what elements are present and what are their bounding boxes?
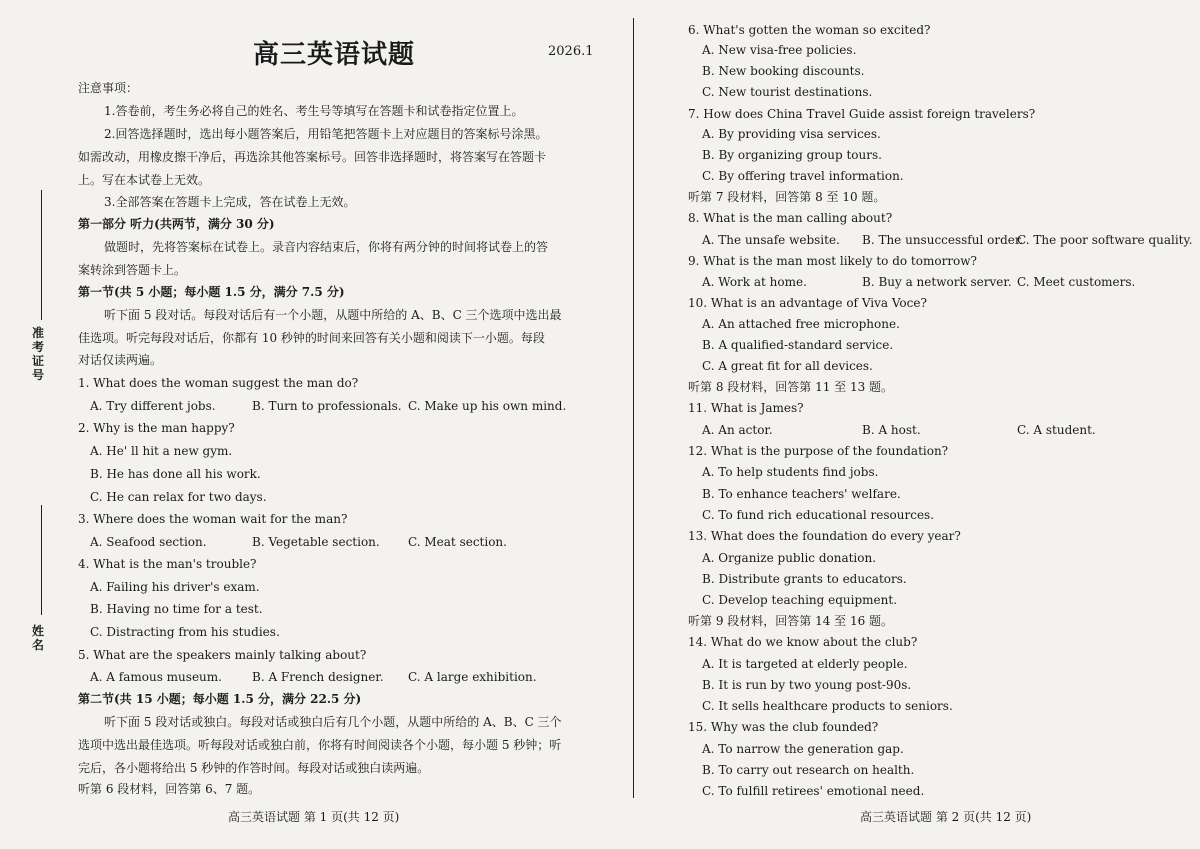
question-option: C. He can relax for two days. <box>90 490 267 504</box>
part1-intro-line: 案转涂到答题卡上。 <box>78 263 187 277</box>
question-option: B. Turn to professionals. <box>252 399 402 413</box>
question-stem: 7. How does China Travel Guide assist foreign travelers? <box>688 107 1036 121</box>
question-option: C. A great fit for all devices. <box>702 359 873 373</box>
question-option: C. New tourist destinations. <box>702 85 873 99</box>
question-option: A. The unsafe website. <box>702 233 840 247</box>
question-stem: 14. What do we know about the club? <box>688 635 918 649</box>
listening-material-label: 听第 8 段材料，回答第 11 至 13 题。 <box>688 380 894 394</box>
question-option: A. He' ll hit a new gym. <box>90 444 233 458</box>
question-stem: 11. What is James? <box>688 401 804 415</box>
section1-heading: 第一节(共 5 小题；每小题 1.5 分，满分 7.5 分) <box>78 285 345 299</box>
question-stem: 3. Where does the woman wait for the man? <box>78 512 348 526</box>
part1-heading: 第一部分 听力(共两节，满分 30 分) <box>78 217 275 231</box>
listening-material-label: 听第 9 段材料，回答第 14 至 16 题。 <box>688 614 894 628</box>
question-stem: 15. Why was the club founded? <box>688 720 879 734</box>
question-stem: 10. What is an advantage of Viva Voce? <box>688 296 927 310</box>
question-stem: 4. What is the man's trouble? <box>78 557 257 571</box>
question-stem: 1. What does the woman suggest the man do? <box>78 376 359 390</box>
question-option: B. To carry out research on health. <box>702 763 915 777</box>
question-option: C. It sells healthcare products to seniors. <box>702 699 953 713</box>
notice-line: 上。写在本试卷上无效。 <box>78 173 211 187</box>
exam-number-label: 准考证号 <box>31 326 44 382</box>
question-option: C. To fund rich educational resources. <box>702 508 935 522</box>
question-stem: 5. What are the speakers mainly talking about? <box>78 648 367 662</box>
section1-intro-line: 听下面 5 段对话。每段对话后有一个小题，从题中所给的 A、B、C 三个选项中选出最 <box>104 308 562 322</box>
question-option: B. Buy a network server. <box>862 275 1012 289</box>
question-option: B. Having no time for a test. <box>90 602 263 616</box>
page-divider <box>633 18 634 798</box>
section2-intro-line: 完后，各小题将给出 5 秒钟的作答时间。每段对话或独白读两遍。 <box>78 761 430 775</box>
section2-intro-line: 听下面 5 段对话或独白。每段对话或独白后有几个小题，从题中所给的 A、B、C 三个 <box>104 715 562 729</box>
listening-material-label: 听第 7 段材料，回答第 8 至 10 题。 <box>688 190 886 204</box>
question-stem: 9. What is the man most likely to do tomorrow? <box>688 254 977 268</box>
question-option: C. Meat section. <box>408 535 507 549</box>
question-option: C. A large exhibition. <box>408 670 537 684</box>
question-stem: 12. What is the purpose of the foundation? <box>688 444 949 458</box>
question-option: A. An actor. <box>702 423 773 437</box>
question-option: C. To fulfill retirees' emotional need. <box>702 784 925 798</box>
question-stem: 2. Why is the man happy? <box>78 421 235 435</box>
section1-intro-line: 佳选项。听完每段对话后，你都有 10 秒钟的时间来回答有关小题和阅读下一小题。每段 <box>78 331 545 345</box>
question-option: B. New booking discounts. <box>702 64 865 78</box>
listening-material-label: 听第 6 段材料，回答第 6、7 题。 <box>78 782 261 796</box>
binding-line-top <box>41 190 42 320</box>
question-option: B. Vegetable section. <box>252 535 380 549</box>
question-option: B. To enhance teachers' welfare. <box>702 487 901 501</box>
question-option: B. It is run by two young post-90s. <box>702 678 912 692</box>
notice-line: 如需改动，用橡皮擦干净后，再选涂其他答案标号。回答非选择题时，将答案写在答题卡 <box>78 150 547 164</box>
page-footer: 高三英语试题 第 2 页(共 12 页) <box>860 810 1032 824</box>
section2-intro-line: 选项中选出最佳选项。听每段对话或独白前，你将有时间阅读各个小题，每小题 5 秒钟；听 <box>78 738 562 752</box>
question-option: A. Work at home. <box>702 275 807 289</box>
question-option: A. To narrow the generation gap. <box>702 742 904 756</box>
question-option: C. By offering travel information. <box>702 169 904 183</box>
question-option: B. By organizing group tours. <box>702 148 882 162</box>
page-footer: 高三英语试题 第 1 页(共 12 页) <box>228 810 400 824</box>
question-option: A. It is targeted at elderly people. <box>702 657 908 671</box>
question-option: C. Distracting from his studies. <box>90 625 280 639</box>
question-stem: 6. What's gotten the woman so excited? <box>688 23 931 37</box>
notice-line: 3.全部答案在答题卡上完成，答在试卷上无效。 <box>104 195 356 209</box>
question-option: B. A qualified-standard service. <box>702 338 894 352</box>
name-label: 姓名 <box>31 624 44 652</box>
question-option: B. The unsuccessful order. <box>862 233 1024 247</box>
question-option: C. Meet customers. <box>1017 275 1136 289</box>
notice-line: 2.回答选择题时，选出每小题答案后，用铅笔把答题卡上对应题目的答案标号涂黑。 <box>104 127 548 141</box>
question-option: A. A famous museum. <box>90 670 222 684</box>
question-option: A. Organize public donation. <box>702 551 877 565</box>
question-option: A. Failing his driver's exam. <box>90 580 260 594</box>
notice-line: 1.答卷前，考生务必将自己的姓名、考生号等填写在答题卡和试卷指定位置上。 <box>104 104 524 118</box>
question-option: A. An attached free microphone. <box>702 317 900 331</box>
question-option: A. To help students find jobs. <box>702 465 879 479</box>
question-option: B. A host. <box>862 423 921 437</box>
binding-line-bottom <box>41 505 42 615</box>
section1-intro-line: 对话仅读两遍。 <box>78 353 163 367</box>
question-option: C. Develop teaching equipment. <box>702 593 898 607</box>
question-option: B. Distribute grants to educators. <box>702 572 907 586</box>
question-option: B. A French designer. <box>252 670 384 684</box>
question-option: A. Seafood section. <box>90 535 207 549</box>
question-stem: 13. What does the foundation do every year? <box>688 529 961 543</box>
question-option: A. New visa-free policies. <box>702 43 857 57</box>
exam-page-2 <box>640 0 1200 849</box>
question-option: B. He has done all his work. <box>90 467 261 481</box>
exam-date: 2026.1 <box>548 44 594 59</box>
question-option: A. By providing visa services. <box>702 127 881 141</box>
part1-intro-line: 做题时，先将答案标在试卷上。录音内容结束后，你将有两分钟的时间将试卷上的答 <box>104 240 549 254</box>
question-stem: 8. What is the man calling about? <box>688 211 893 225</box>
section2-heading: 第二节(共 15 小题；每小题 1.5 分，满分 22.5 分) <box>78 692 362 706</box>
question-option: C. Make up his own mind. <box>408 399 567 413</box>
question-option: C. The poor software quality. <box>1017 233 1193 247</box>
question-option: C. A student. <box>1017 423 1096 437</box>
exam-title: 高三英语试题 <box>253 40 416 70</box>
notice-heading: 注意事项： <box>78 81 139 95</box>
question-option: A. Try different jobs. <box>90 399 216 413</box>
